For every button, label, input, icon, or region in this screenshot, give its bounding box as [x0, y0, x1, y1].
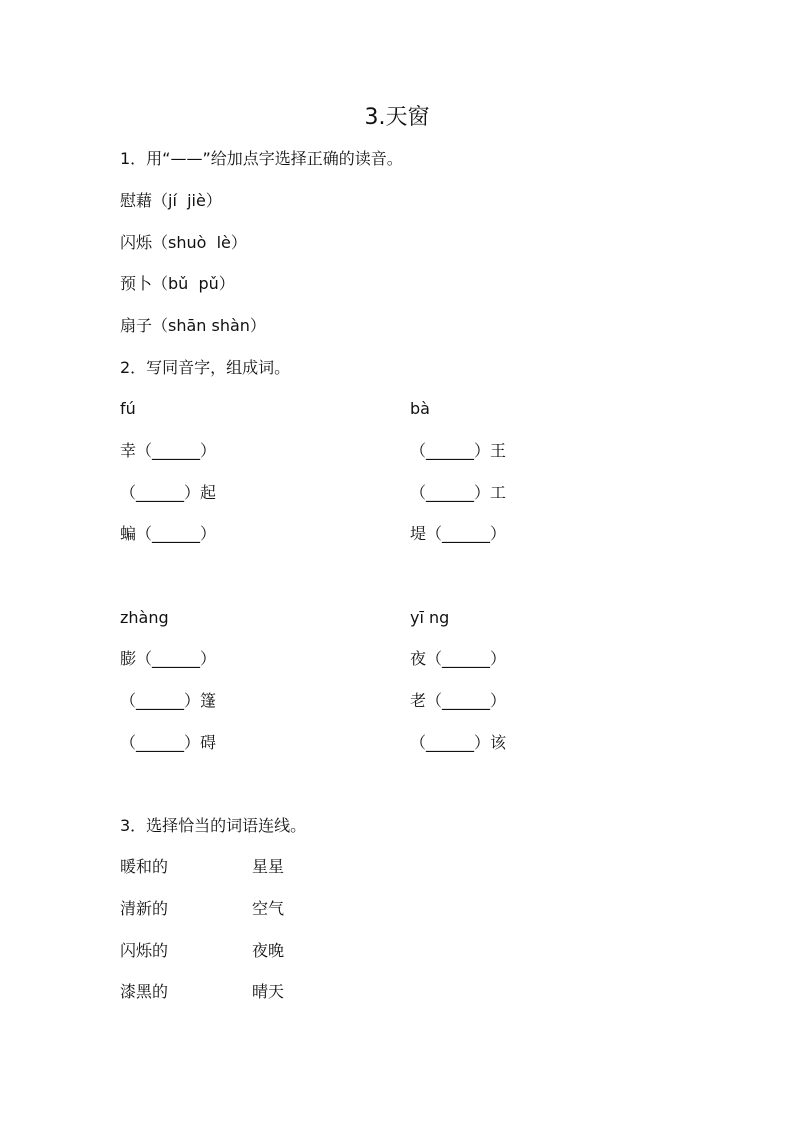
- question-1-prompt: 1．用“——”给加点字选择正确的读音。: [120, 149, 403, 168]
- q1-item-1: 慰藉（jí jiè）: [120, 191, 222, 210]
- q2-ying-item-2: 老（______）: [410, 691, 507, 710]
- q3-right-item-2: 空气: [252, 899, 285, 918]
- q2-fu-item-3: 蝙（______）: [120, 524, 217, 543]
- q2-ba-item-2: （______）工: [410, 483, 507, 502]
- q2-zhang-item-1: 膨（______）: [120, 649, 217, 668]
- page-title: 3.天窗: [364, 105, 430, 130]
- q3-left-item-2: 清新的: [120, 899, 169, 918]
- question-3-prompt: 3．选择恰当的词语连线。: [120, 816, 307, 835]
- question-2-prompt: 2．写同音字，组成词。: [120, 358, 291, 377]
- q2-ying-item-3: （______）该: [410, 733, 507, 752]
- q2-ba-item-3: 堤（______）: [410, 524, 507, 543]
- q2-pinyin-fu: fú: [120, 399, 136, 418]
- q3-right-item-3: 夜晚: [252, 941, 285, 960]
- q1-item-4: 扇子（shān shàn）: [120, 316, 266, 335]
- q2-fu-item-1: 幸（______）: [120, 441, 217, 460]
- q2-ying-item-1: 夜（______）: [410, 649, 507, 668]
- q2-ba-item-1: （______）王: [410, 441, 507, 460]
- q1-item-3: 预卜（bǔ pǔ）: [120, 274, 235, 293]
- q2-pinyin-zhang: zhàng: [120, 608, 169, 627]
- q2-fu-item-2: （______）起: [120, 483, 217, 502]
- q3-right-item-1: 星星: [252, 857, 285, 876]
- q3-left-item-3: 闪烁的: [120, 941, 169, 960]
- q1-item-2: 闪烁（shuò lè）: [120, 233, 247, 252]
- q2-zhang-item-3: （______）碍: [120, 733, 217, 752]
- q2-pinyin-ba: bà: [410, 399, 430, 418]
- q3-left-item-4: 漆黑的: [120, 982, 169, 1001]
- q3-left-item-1: 暖和的: [120, 857, 169, 876]
- q3-right-item-4: 晴天: [252, 982, 285, 1001]
- q2-pinyin-ying: yī ng: [410, 608, 450, 627]
- q2-zhang-item-2: （______）篷: [120, 691, 217, 710]
